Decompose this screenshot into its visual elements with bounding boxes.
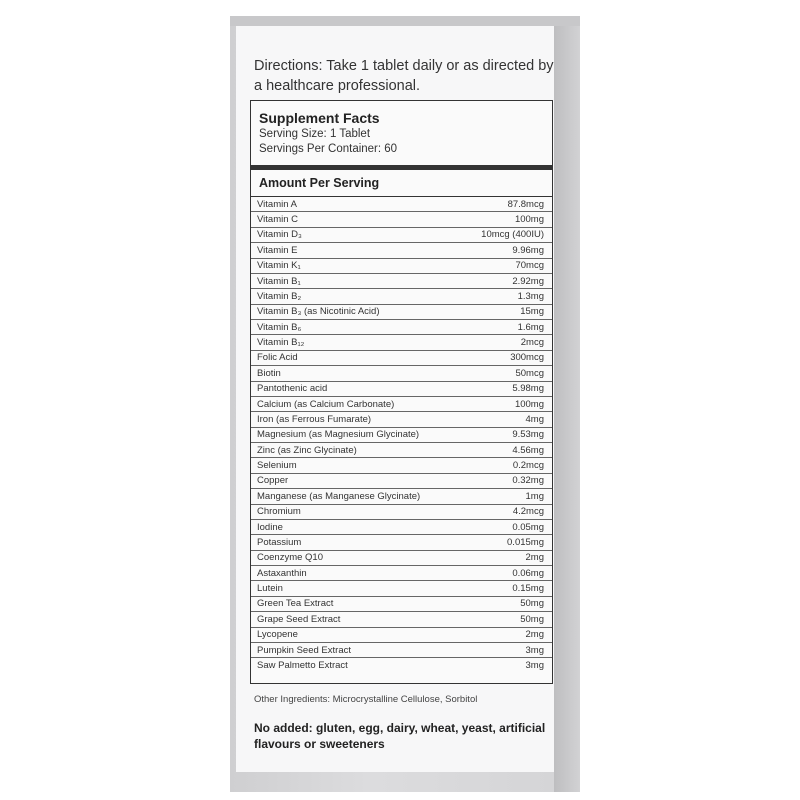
nutrient-name: Magnesium (as Magnesium Glycinate) <box>257 429 420 441</box>
nutrient-row <box>251 612 552 627</box>
other-ingredients: Other Ingredients: Microcrystalline Cellulose, Sorbitol <box>254 694 478 705</box>
nutrient-row <box>251 212 552 227</box>
nutrient-amount: 0.15mg <box>512 583 544 595</box>
nutrient-amount: 15mg <box>520 306 544 318</box>
nutrient-amount: 10mcg (400IU) <box>481 229 544 241</box>
nutrient-row <box>251 458 552 473</box>
nutrient-row <box>251 658 552 673</box>
nutrient-row <box>251 428 552 443</box>
nutrient-name: Pumpkin Seed Extract <box>257 644 351 656</box>
nutrient-amount: 9.53mg <box>512 429 544 441</box>
nutrient-name: Iodine <box>257 521 283 533</box>
nutrient-amount: 0.06mg <box>512 567 544 579</box>
nutrient-name: Vitamin D₃ <box>257 229 302 241</box>
nutrient-amount: 2mg <box>525 552 544 564</box>
nutrient-name: Vitamin E <box>257 244 298 256</box>
nutrient-row <box>251 443 552 458</box>
nutrient-row <box>251 581 552 596</box>
nutrient-amount: 3mg <box>525 644 544 656</box>
nutrient-amount: 0.05mg <box>512 521 544 533</box>
nutrient-row <box>251 289 552 304</box>
nutrient-name: Vitamin B₁₂ <box>257 337 305 349</box>
nutrient-amount: 70mcg <box>515 260 544 272</box>
nutrient-row <box>251 335 552 350</box>
nutrient-row <box>251 243 552 258</box>
nutrient-name: Vitamin K₁ <box>257 260 301 272</box>
nutrient-name: Biotin <box>257 367 281 379</box>
nutrient-amount: 87.8mcg <box>507 198 544 210</box>
nutrient-name: Potassium <box>257 536 302 548</box>
nutrient-amount: 50mg <box>520 598 544 610</box>
nutrient-name: Vitamin B₆ <box>257 321 302 333</box>
nutrient-row <box>251 197 552 212</box>
nutrient-amount: 0.32mg <box>512 475 544 487</box>
amount-per-serving-header: Amount Per Serving <box>251 170 552 197</box>
box-side-panel <box>554 16 580 792</box>
nutrient-row <box>251 535 552 550</box>
servings-per-container: Servings Per Container: 60 <box>259 143 398 155</box>
nutrient-amount: 50mg <box>520 613 544 625</box>
nutrient-amount: 0.2mcg <box>512 460 544 472</box>
nutrient-amount: 50mcg <box>515 367 544 379</box>
nutrient-row <box>251 305 552 320</box>
box-top-edge <box>230 16 580 26</box>
directions-text: Directions: Take 1 tablet daily or as directed by a healthcare professional. <box>254 58 554 94</box>
nutrient-name: Lutein <box>257 583 283 595</box>
nutrient-name: Vitamin A <box>257 198 297 210</box>
nutrient-amount: 2mcg <box>520 337 544 349</box>
nutrient-name: Zinc (as Zinc Glycinate) <box>257 444 357 456</box>
nutrient-name: Folic Acid <box>257 352 298 364</box>
nutrient-row <box>251 412 552 427</box>
nutrient-amount: 2.92mg <box>512 275 544 287</box>
nutrient-name: Vitamin B₁ <box>257 275 301 287</box>
nutrient-row <box>251 228 552 243</box>
nutrient-amount: 4mg <box>525 413 544 425</box>
nutrient-name: Calcium (as Calcium Carbonate) <box>257 398 395 410</box>
nutrient-amount: 4.2mcg <box>512 506 544 518</box>
nutrient-row <box>251 474 552 489</box>
nutrient-amount: 4.56mg <box>512 444 544 456</box>
nutrient-name: Coenzyme Q10 <box>257 552 324 564</box>
nutrient-amount: 0.015mg <box>507 536 544 548</box>
nutrient-name: Saw Palmetto Extract <box>257 660 348 672</box>
nutrient-row <box>251 597 552 612</box>
nutrient-amount: 100mg <box>514 214 544 226</box>
nutrient-row <box>251 351 552 366</box>
nutrient-name: Green Tea Extract <box>257 598 334 610</box>
nutrient-row <box>251 643 552 658</box>
nutrient-row <box>251 505 552 520</box>
nutrient-name: Pantothenic acid <box>257 383 328 395</box>
nutrient-list <box>251 197 552 674</box>
nutrient-amount: 100mg <box>514 398 544 410</box>
nutrient-name: Iron (as Ferrous Fumarate) <box>257 413 372 425</box>
facts-title: Supplement Facts <box>259 110 380 126</box>
nutrient-row <box>251 551 552 566</box>
nutrient-name: Copper <box>257 475 289 487</box>
nutrient-name: Grape Seed Extract <box>257 613 341 625</box>
nutrient-amount: 1.3mg <box>517 290 544 302</box>
nutrient-row <box>251 489 552 504</box>
serving-size: Serving Size: 1 Tablet <box>259 128 371 140</box>
supplement-facts-panel <box>250 100 553 684</box>
nutrient-row <box>251 520 552 535</box>
nutrient-amount: 5.98mg <box>512 383 544 395</box>
nutrient-row <box>251 274 552 289</box>
nutrient-amount: 300mcg <box>510 352 544 364</box>
nutrient-row <box>251 566 552 581</box>
nutrient-row <box>251 382 552 397</box>
nutrient-name: Manganese (as Manganese Glycinate) <box>257 490 421 502</box>
nutrient-amount: 9.96mg <box>512 244 544 256</box>
nutrient-row <box>251 366 552 381</box>
nutrient-amount: 3mg <box>525 660 544 672</box>
nutrient-row <box>251 397 552 412</box>
no-added-statement: No added: gluten, egg, dairy, wheat, yeast, artificial flavours or sweeteners <box>254 721 546 751</box>
nutrient-name: Astaxanthin <box>257 567 307 579</box>
facts-header <box>251 101 552 159</box>
nutrient-amount: 2mg <box>525 629 544 641</box>
nutrient-name: Selenium <box>257 460 297 472</box>
nutrient-amount: 1.6mg <box>517 321 544 333</box>
nutrient-row <box>251 259 552 274</box>
nutrient-name: Chromium <box>257 506 301 518</box>
nutrient-name: Lycopene <box>257 629 298 641</box>
nutrient-row <box>251 628 552 643</box>
nutrient-name: Vitamin C <box>257 214 299 226</box>
nutrient-name: Vitamin B₂ <box>257 290 302 302</box>
nutrient-row <box>251 320 552 335</box>
nutrient-amount: 1mg <box>525 490 544 502</box>
nutrient-name: Vitamin B₃ (as Nicotinic Acid) <box>257 306 380 318</box>
